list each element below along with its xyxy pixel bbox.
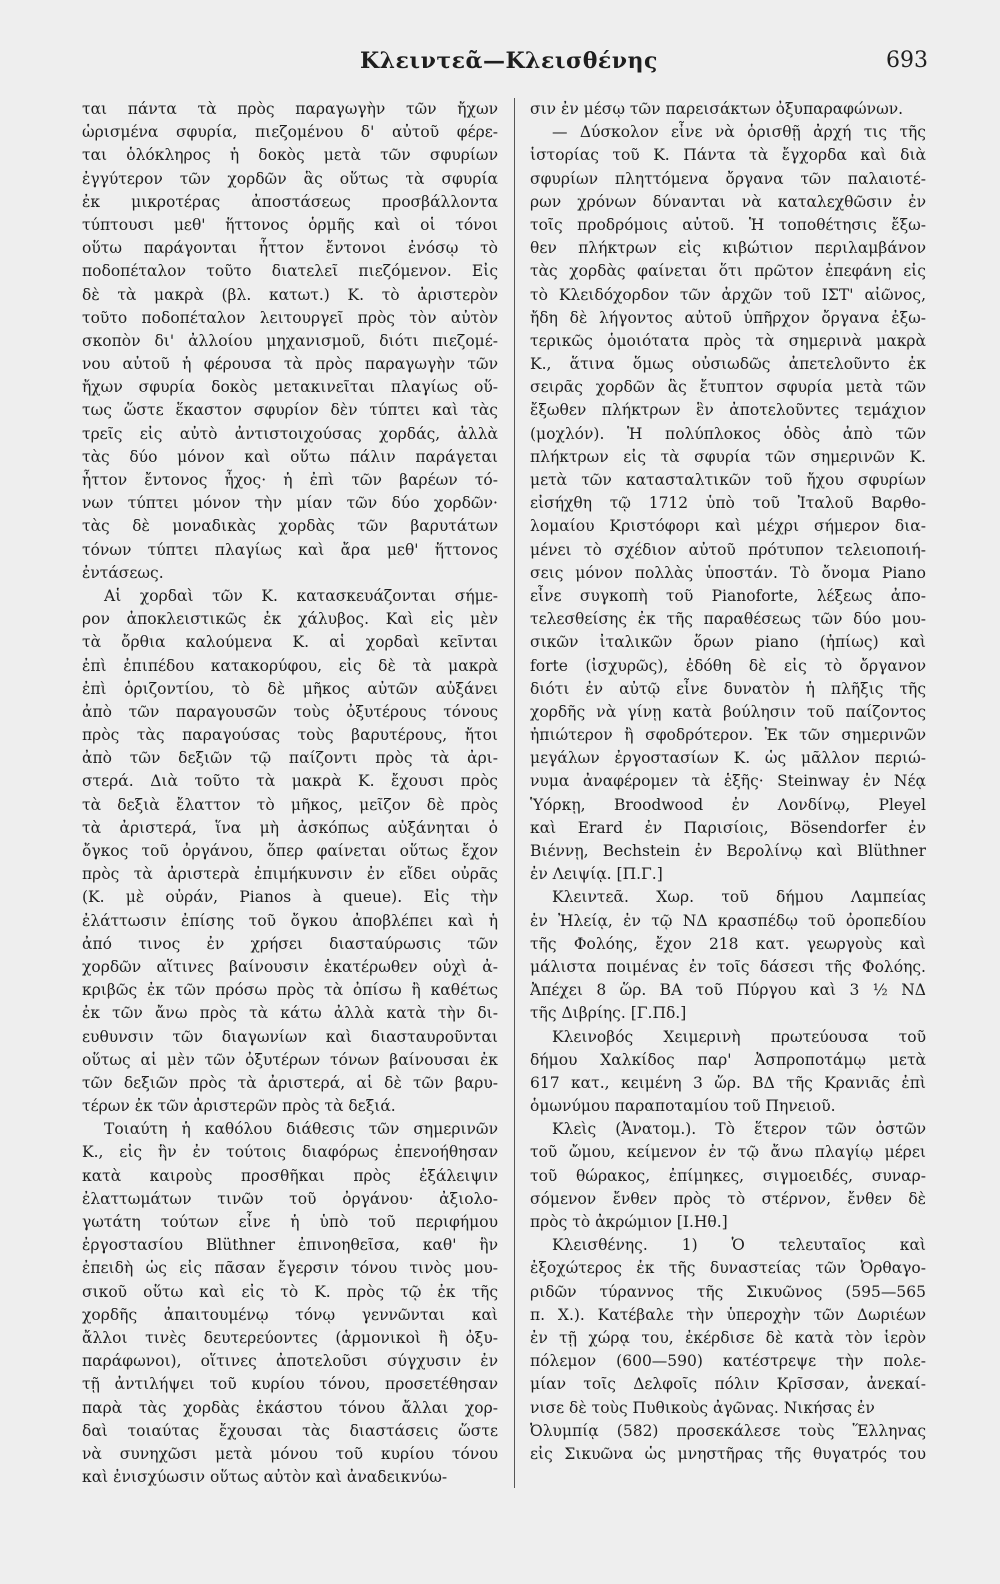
text-line: ποδοπέταλον τοῦτο διατελεῖ πιεζόμενον. Εἰς — [82, 262, 498, 281]
text-line: μετὰ τῶν κατασταλτικῶν τοῦ ἤχου σφυρίων — [530, 471, 926, 489]
left-column — [82, 98, 498, 1489]
text-line: τόνων τύπτει πλαγίως καὶ ἄρα μεθ' ἥττονος — [82, 540, 498, 559]
text-line: Κλεισθένης. 1) Ὁ τελευταῖος καὶ — [552, 1236, 926, 1255]
text-line: τρεῖς εἰς αὐτὸ ἀντιστοιχούσας χορδάς, ἀλλὰ — [82, 424, 498, 443]
text-line: Κλεινοβός Χειμερινὴ πρωτεύουσα τοῦ — [552, 1027, 926, 1046]
text-line: χορδῆς νὰ γίνῃ κατὰ βούλησιν τοῦ παίζοντος — [530, 702, 926, 721]
text-line: δήμου Χαλκίδος παρ' Ἀσπροποτάμῳ μετὰ — [530, 1050, 926, 1069]
text-line: μίαν τοῖς Δελφοῖς πόλιν Κρῖσσαν, ἀνεκαί- — [530, 1375, 926, 1394]
text-line: ἠπιώτερον ἢ σφοδρότερον. Ἐκ τῶν σημερινῶν — [530, 726, 926, 745]
text-line: σικῶν ἰταλικῶν ὅρων piano (ἠπίως) καὶ — [530, 633, 926, 652]
text-line: εἶνε συγκοπὴ τοῦ Pianoforte, λέξεως ἀπο- — [530, 586, 926, 605]
text-line: παράφωνοι), οἵτινες ἀποτελοῦσι σύγχυσιν ἐν — [82, 1352, 498, 1371]
text-line: παρὰ τὰς χορδὰς ἑκάστου τόνου ἄλλαι χορ- — [82, 1398, 498, 1417]
text-line: ἐργοστασίου Blüthner ἐπινοηθεῖσα, καθ' ἣν — [82, 1236, 498, 1255]
text-line: θεν πλήκτρων εἰς κιβώτιον περιλαμβάνον — [530, 239, 926, 258]
text-line: ευθυνσιν τῶν διαγωνίων καὶ διασταυροῦνται — [82, 1027, 498, 1046]
text-line: τῇ ἀντιλήψει τοῦ κυρίου τόνου, προσετέθησαν — [82, 1375, 498, 1394]
page-number: 693 — [886, 48, 928, 73]
text-line: ἀπὸ τῶν παραγουσῶν τοὺς ὀξυτέρους τόνους — [82, 702, 498, 721]
text-line: ἐξοχώτερος ἐκ τῆς δυναστείας τῶν Ὀρθαγο- — [530, 1259, 926, 1278]
text-line: σειρᾶς χορδῶν ἃς ἔτυπτον σφυρία μετὰ τῶν — [530, 378, 926, 397]
text-line: καὶ ἐνισχύωσιν οὕτως αὐτὸν καὶ ἀναδεικνύω- — [82, 1468, 448, 1487]
text-line: διότι ἐν αὐτῷ εἶνε δυνατὸν ἡ πλῆξις τῆς — [530, 679, 926, 698]
text-line: ρον ἀποκλειστικῶς ἐκ χάλυβος. Καὶ εἰς μὲν — [82, 610, 498, 629]
text-line: πρὸς τὰ ἀριστερὰ ἐπιμήκυνσιν ἐν εἴδει οὐρᾶς — [82, 865, 498, 884]
text-line: ται πάντα τὰ πρὸς παραγωγὴν τῶν ἤχων — [82, 100, 498, 118]
text-line: τὸ Κλειδόχορδον τῶν ἀρχῶν τοῦ ΙΣΤ' αἰῶνος, — [530, 285, 926, 304]
text-line: τῆς Φολόης, ἔχον 218 κατ. γεωργοὺς καὶ — [530, 934, 926, 953]
text-line: ἧττον ἔντονος ἦχος· ἡ ἐπὶ τῶν βαρέων τό- — [82, 471, 498, 489]
text-line: τὰ δεξιὰ ἔλαττον τὸ μῆκος, μεῖζον δὲ πρὸς — [82, 795, 498, 814]
text-line: τοῦ ὤμου, κείμενον ἐν τῷ ἄνω πλαγίῳ μέρει — [530, 1143, 926, 1162]
text-line: σφυρίων πληττόμενα ὄργανα τῶν παλαιοτέ- — [530, 169, 926, 188]
column-divider — [514, 98, 515, 1488]
text-line: ἐκ μικροτέρας ἀποστάσεως προσβάλλοντα — [82, 192, 498, 211]
text-line: καὶ Erard ἐν Παρισίοις, Bösendorfer ἐν — [530, 818, 926, 837]
text-line: πόλεμον (600—590) κατέστρεψε τὴν πολε- — [530, 1352, 926, 1371]
text-line: ἐγγύτερον τῶν χορδῶν ἃς οὕτως τὰ σφυρία — [82, 169, 498, 188]
text-line: σόμενον ἔνθεν πρὸς τὸ στέρνον, ἔνθεν δὲ — [530, 1189, 926, 1208]
text-line: τέρων ἐκ τῶν ἀριστερῶν πρὸς τὰ δεξιά. — [82, 1097, 396, 1116]
text-line: ἐντάσεως. — [82, 563, 164, 582]
text-line: νου αὐτοῦ ἡ φέρουσα τὰ πρὸς παραγωγὴν τῶν — [82, 355, 498, 374]
text-line: ἱστορίας τοῦ Κ. Πάντα τὰ ἔγχορδα καὶ διὰ — [530, 146, 926, 165]
text-line: εἰσήχθη τῷ 1712 ὑπὸ τοῦ Ἰταλοῦ Βαρθο- — [530, 494, 926, 513]
text-line: σεις μόνον πολλὰς ὑποστάν. Τὸ ὄνομα Piano — [530, 563, 926, 582]
text-line: (μοχλόν). Ἡ πολύπλοκος ὁδὸς ἀπὸ τῶν — [530, 424, 926, 443]
text-line: σκοπὸν δι' ἀλλοίου μηχανισμοῦ, διότι πιεζομέ- — [82, 331, 498, 350]
text-line: Κλεὶς (Ἀνατομ.). Τὸ ἕτερον τῶν ὀστῶν — [552, 1120, 926, 1139]
text-line: λομαίου Κριστόφορι καὶ μέχρι σήμερον δια- — [530, 517, 926, 536]
text-line: Αἱ χορδαὶ τῶν Κ. κατασκευάζονται σήμε- — [104, 586, 498, 605]
text-line: ἐλάττωσιν ἐπίσης τοῦ ὄγκου ἀποβλέπει καὶ ἡ — [82, 911, 498, 930]
text-line: ὁμωνύμου παραποταμίου τοῦ Πηνειοῦ. — [530, 1097, 836, 1116]
text-line: Ὑόρκῃ, Broodwood ἐν Λονδίνῳ, Pleyel — [530, 795, 926, 814]
text-line: σιν ἐν μέσῳ τῶν παρεισάκτων ὀξυπαραφώνων. — [530, 100, 904, 118]
right-column — [530, 98, 926, 1466]
text-line: εἰς Σικυῶνα ὡς μνηστῆρας τῆς θυγατρός του — [530, 1444, 926, 1463]
text-line: τὰς δὲ μοναδικὰς χορδὰς τῶν βαρυτάτων — [82, 517, 498, 536]
text-line: τῆς Διβρίης. [Γ.Πδ.] — [530, 1004, 687, 1023]
text-line: forte (ἰσχυρῶς), ἐδόθη δὲ εἰς τὸ ὄργανον — [530, 656, 926, 675]
text-line: π. Χ.). Κατέβαλε τὴν ὑπεροχὴν τῶν Δωριέων — [530, 1305, 926, 1324]
text-line: οὕτω παράγονται ἧττον ἔντονοι ἐνόσῳ τὸ — [82, 239, 498, 258]
text-line: τοῖς προδρόμοις αὐτοῦ. Ἡ τοποθέτησις ἔξω- — [530, 215, 926, 234]
text-line: τῶν δεξιῶν πρὸς τὰ ἀριστερά, αἱ δὲ τῶν βαρυ- — [82, 1073, 498, 1092]
text-line: ἐπὶ ὁριζοντίου, τὸ δὲ μῆκος αὐτῶν αὐξάνει — [82, 679, 498, 698]
text-line: ἐν Λειψίᾳ. [Π.Γ.] — [530, 865, 663, 884]
text-line: μένει τὸ σχέδιον αὐτοῦ πρότυπον τελειοποιή- — [530, 540, 926, 559]
text-line: ριδῶν τύραννος τῆς Σικυῶνος (595—565 — [530, 1282, 926, 1301]
text-line: Τοιαύτη ἡ καθόλου διάθεσις τῶν σημερινῶν — [104, 1120, 498, 1139]
page-header — [0, 48, 1000, 88]
text-line: ὄγκος τοῦ ὀργάνου, ὅπερ φαίνεται οὕτως ἔχον — [82, 842, 498, 860]
text-line: ἔξωθεν πλήκτρων ἓν ἀποτελοῦντες τεμάχιον — [530, 401, 926, 420]
text-line: — Δύσκολον εἶνε νὰ ὁρισθῇ ἀρχή τις τῆς — [552, 123, 926, 142]
text-line: ὡρισμένα σφυρία, πιεζομένου δ' αὐτοῦ φέρε- — [82, 123, 498, 142]
text-line: Κλειντεᾶ. Χωρ. τοῦ δήμου Λαμπείας — [552, 888, 926, 907]
text-line: τὰ ὄρθια καλούμενα Κ. αἱ χορδαὶ κεῖνται — [82, 633, 498, 652]
text-line: (Κ. μὲ οὐράν, Pianos à queue). Εἰς τὴν — [82, 888, 498, 907]
text-line: τως ὥστε ἕκαστον σφυρίον δὲν τύπτει καὶ τὰς — [82, 401, 498, 420]
text-line: νυμα ἀναφέρομεν τὰ ἑξῆς· Steinway ἐν Νέᾳ — [530, 772, 926, 791]
text-line: τερικῶς ὁμοιότατα πρὸς τὰ σημερινὰ μακρὰ — [530, 331, 926, 350]
text-line: Κ., ἅτινα ὅμως οὐσιωδῶς ἀπετελοῦντο ἐκ — [530, 355, 926, 374]
text-line: ρων χρόνων δύνανται νὰ καταλεχθῶσιν ἐν — [530, 192, 926, 211]
text-line: ἐν Ἠλείᾳ, ἐν τῷ ΝΔ κρασπέδῳ τοῦ ὀροπεδίου — [530, 911, 926, 930]
text-line: τοῦ θώρακος, ἐπίμηκες, σιγμοειδές, συναρ- — [530, 1166, 926, 1185]
text-line: στερά. Διὰ τοῦτο τὰ μακρὰ Κ. ἔχουσι πρὸς — [82, 772, 498, 791]
text-line: ἐλαττωμάτων τινῶν τοῦ ὀργάνου· ἀξιολο- — [82, 1189, 498, 1208]
text-line: 617 κατ., κειμένη 3 ὥρ. ΒΔ τῆς Κρανιᾶς ἐπὶ — [530, 1073, 926, 1092]
text-line: μεγάλων ἐργοστασίων Κ. ὡς μᾶλλον περιώ- — [530, 749, 926, 768]
text-line: ἀπό τινος ἐν χρήσει διασταύρωσις τῶν — [82, 934, 498, 953]
text-line: ἐκ τῶν ἄνω πρὸς τὰ κάτω ἀλλὰ κατὰ τὴν δι- — [82, 1004, 498, 1023]
text-line: γωτάτη τούτων εἶνε ἡ ὑπὸ τοῦ περιφήμου — [82, 1213, 498, 1231]
text-line: ἤχων σφυρία δοκὸς μετακινεῖται πλαγίως οὕ- — [82, 378, 498, 397]
text-line: ἀπὸ τῶν δεξιῶν τῷ παίζοντι πρὸς τὰ ἀρι- — [82, 749, 498, 768]
text-line: ἐπειδὴ ὡς εἰς πᾶσαν ἔγερσιν τόνου τινὸς μου- — [82, 1259, 498, 1278]
text-line: νων τύπτει μόνον τὴν μίαν τῶν δύο χορδῶν· — [82, 494, 498, 513]
text-line: χορδῶν αἵτινες βαίνουσιν ἑκατέρωθεν οὐχὶ ἀ- — [82, 957, 498, 976]
text-line: δὲ τὰ μακρὰ (βλ. κατωτ.) Κ. τὸ ἀριστερὸν — [82, 285, 498, 304]
text-line: τοῦτο ποδοπέταλον λειτουργεῖ πρὸς τὸν αὐτὸν — [82, 308, 498, 327]
text-line: τὰς χορδὰς φαίνεται ὅτι πρῶτον ἐπεφάνη εἰς — [530, 262, 926, 281]
text-line: πρὸς τὰς παραγούσας τοὺς βαρυτέρους, ἤτοι — [82, 726, 498, 745]
text-line: τελεσθείσης ἐκ τῆς παραθέσεως τῶν δύο μου- — [530, 610, 926, 629]
text-line: νισε δὲ τοὺς Πυθικοὺς ἀγῶνας. Νικήσας ἐν — [530, 1398, 875, 1417]
text-line: νὰ συνηχῶσι μετὰ μόνου τοῦ κυρίου τόνου — [82, 1444, 498, 1463]
text-line: μάλιστα ποιμένας ἐν τοῖς δάσεσι τῆς Φολόης. — [530, 957, 926, 976]
text-line: Ὀλυμπίᾳ (582) προσεκάλεσε τοὺς Ἕλληνας — [530, 1421, 926, 1440]
text-line: σικοῦ οὕτω καὶ εἰς τὸ Κ. πρὸς τῷ ἐκ τῆς — [82, 1282, 498, 1301]
text-line: οὕτως αἱ μὲν τῶν ὀξυτέρων τόνων βαίνουσαι ἐκ — [82, 1050, 498, 1069]
text-line: Ἀπέχει 8 ὥρ. ΒΑ τοῦ Πύργου καὶ 3 ½ ΝΔ — [530, 981, 926, 1000]
text-line: ἤδη δὲ λήγοντος αὐτοῦ ὑπῆρχον ὄργανα ἐξω- — [530, 308, 926, 327]
text-line: πρὸς τὸ ἀκρώμιον [Ι.Ηθ.] — [530, 1213, 728, 1231]
text-line: πλήκτρων εἰς τὰ σφυρία τῶν σημερινῶν Κ. — [530, 447, 926, 466]
text-line: δαὶ τοιαύτας ἔχουσαι τὰς διαστάσεις ὥστε — [82, 1421, 498, 1440]
text-line: χορδῆς ἀπαιτουμένῳ τόνῳ γεννῶνται καὶ — [82, 1305, 498, 1324]
text-line: Βιέννῃ, Bechstein ἐν Βερολίνῳ καὶ Blüthner — [530, 842, 926, 860]
running-title: Κλειντεᾶ—Κλεισθένης — [360, 48, 658, 74]
text-line: ἐν τῇ χώρᾳ του, ἐκέρδισε δὲ κατὰ τὸν ἱερὸν — [530, 1328, 926, 1347]
text-line: Κ., εἰς ἣν ἐν τούτοις διαφόρως ἐπενοήθησαν — [82, 1143, 498, 1162]
text-line: ται ὁλόκληρος ἡ δοκὸς μετὰ τῶν σφυρίων — [82, 146, 498, 165]
text-line: τὰ ἀριστερά, ἵνα μὴ ἀσκόπως αὐξάνηται ὁ — [82, 818, 498, 837]
text-line: ἄλλοι τινὲς δευτερεύοντες (ἁρμονικοὶ ἢ ὀξυ- — [82, 1328, 498, 1347]
text-line: κριβῶς ἐκ τῶν πρόσω πρὸς τὰ ὀπίσω ἢ καθέτως — [82, 981, 498, 1000]
text-line: κατὰ καιροὺς προσθῆκαι πρὸς ἐξάλειψιν — [82, 1166, 498, 1185]
text-line: ἐπὶ ἐπιπέδου κατακορύφου, εἰς δὲ τὰ μακρὰ — [82, 656, 498, 675]
text-line: τύπτουσι μεθ' ἥττονος ὁρμῆς καὶ οἱ τόνοι — [82, 215, 498, 234]
text-line: τὰς δύο μόνον καὶ οὕτω πάλιν παράγεται — [82, 447, 498, 466]
